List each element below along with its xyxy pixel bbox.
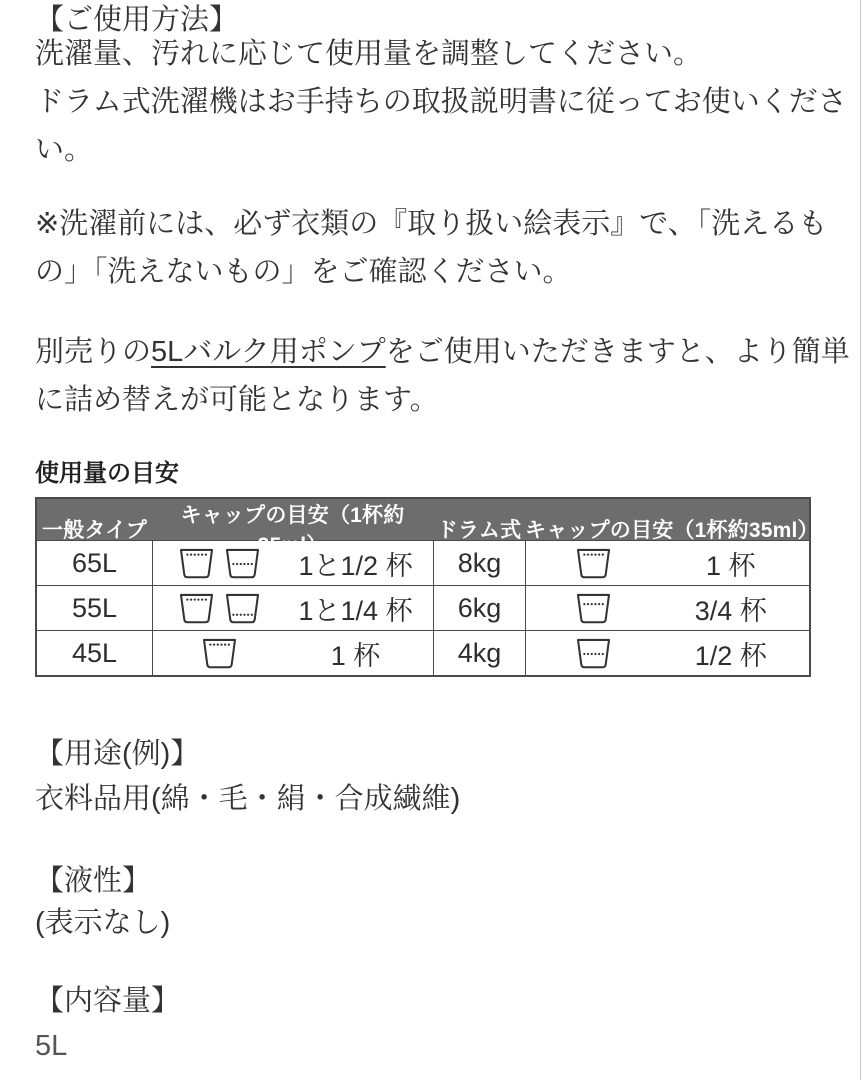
pump-note-line-2: に詰め替えが可能となります。 — [35, 384, 439, 416]
cup-icons — [530, 593, 657, 624]
dosage-table-header — [37, 499, 819, 557]
usage-line-1: 洗濯量、汚れに応じて使用量を調整してください。 — [35, 38, 703, 70]
cap-amount: 1と1/4 杯 — [298, 595, 413, 626]
cap-amount: 1/2 杯 — [694, 640, 767, 671]
bulk-pump-link[interactable]: 5Lバルク用ポンプ — [151, 336, 386, 368]
col-header-general-type: 一般タイプ — [42, 519, 147, 542]
usage-line-2: ドラム式洗濯機はお手持ちの取扱説明書に従ってお使いくださ — [35, 86, 847, 118]
table-row — [37, 540, 809, 585]
prewash-note-line-2: の」「洗えないもの」をご確認ください。 — [35, 256, 572, 288]
measuring-cup-icon — [575, 593, 612, 624]
general-cap-cell — [152, 586, 433, 630]
applications-body: 衣料品用(綿・毛・絹・合成繊維) — [35, 783, 461, 815]
table-row — [37, 585, 809, 630]
cap-amount: 1と1/2 杯 — [298, 550, 413, 581]
measuring-cup-icon — [201, 638, 238, 669]
cup-icons — [157, 638, 282, 669]
cup-icons — [530, 548, 657, 579]
cup-icons — [157, 548, 282, 579]
usage-line-3: い。 — [35, 134, 94, 166]
dosage-table — [35, 497, 819, 677]
liquid-type-body: (表示なし) — [35, 907, 171, 939]
cup-icons — [157, 593, 282, 624]
measuring-cup-icon — [224, 548, 261, 579]
volume-heading: 【内容量】 — [35, 985, 181, 1017]
pump-note-suffix: をご使用いただきますと、より簡単 — [385, 336, 850, 368]
general-cap-cell — [152, 631, 433, 675]
drum-size-cell: 6kg — [433, 586, 525, 630]
col-header-drum-type: ドラム式 — [436, 519, 522, 542]
liquid-type-heading: 【液性】 — [35, 865, 152, 897]
pump-note-line-1 — [35, 332, 850, 372]
dosage-table-title: 使用量の目安 — [35, 460, 179, 487]
applications-heading: 【用途(例)】 — [35, 738, 200, 770]
drum-size-cell: 4kg — [433, 631, 525, 675]
pump-note-prefix: 別売りの — [35, 336, 152, 368]
general-cap-cell — [152, 541, 433, 585]
cap-amount: 1 杯 — [330, 640, 381, 671]
measuring-cup-icon — [178, 593, 215, 624]
col-header-cap-guide-drum: キャップの目安（1杯約35ml） — [525, 519, 819, 542]
volume-body: 5L — [35, 1030, 68, 1062]
cup-icons — [530, 638, 657, 669]
measuring-cup-icon — [575, 638, 612, 669]
content-right-border — [860, 0, 861, 1080]
drum-cap-cell — [525, 631, 809, 675]
col-header-cap-guide-general: キャップの目安（1杯約35ml） — [180, 504, 405, 557]
cap-amount: 1 杯 — [705, 550, 756, 581]
drum-size-cell: 8kg — [433, 541, 525, 585]
table-row — [37, 630, 809, 675]
cap-amount: 3/4 杯 — [694, 595, 767, 626]
measuring-cup-icon — [178, 548, 215, 579]
general-size-cell: 55L — [71, 592, 118, 623]
measuring-cup-icon — [575, 548, 612, 579]
prewash-note-line-1: ※洗濯前には、必ず衣類の『取り扱い絵表示』で、「洗えるも — [35, 208, 828, 240]
general-size-cell: 45L — [71, 637, 118, 668]
measuring-cup-icon — [224, 593, 261, 624]
general-size-cell: 65L — [71, 547, 118, 578]
drum-cap-cell — [525, 541, 809, 585]
usage-section-heading: 【ご使用方法】 — [35, 4, 239, 36]
drum-cap-cell — [525, 586, 809, 630]
